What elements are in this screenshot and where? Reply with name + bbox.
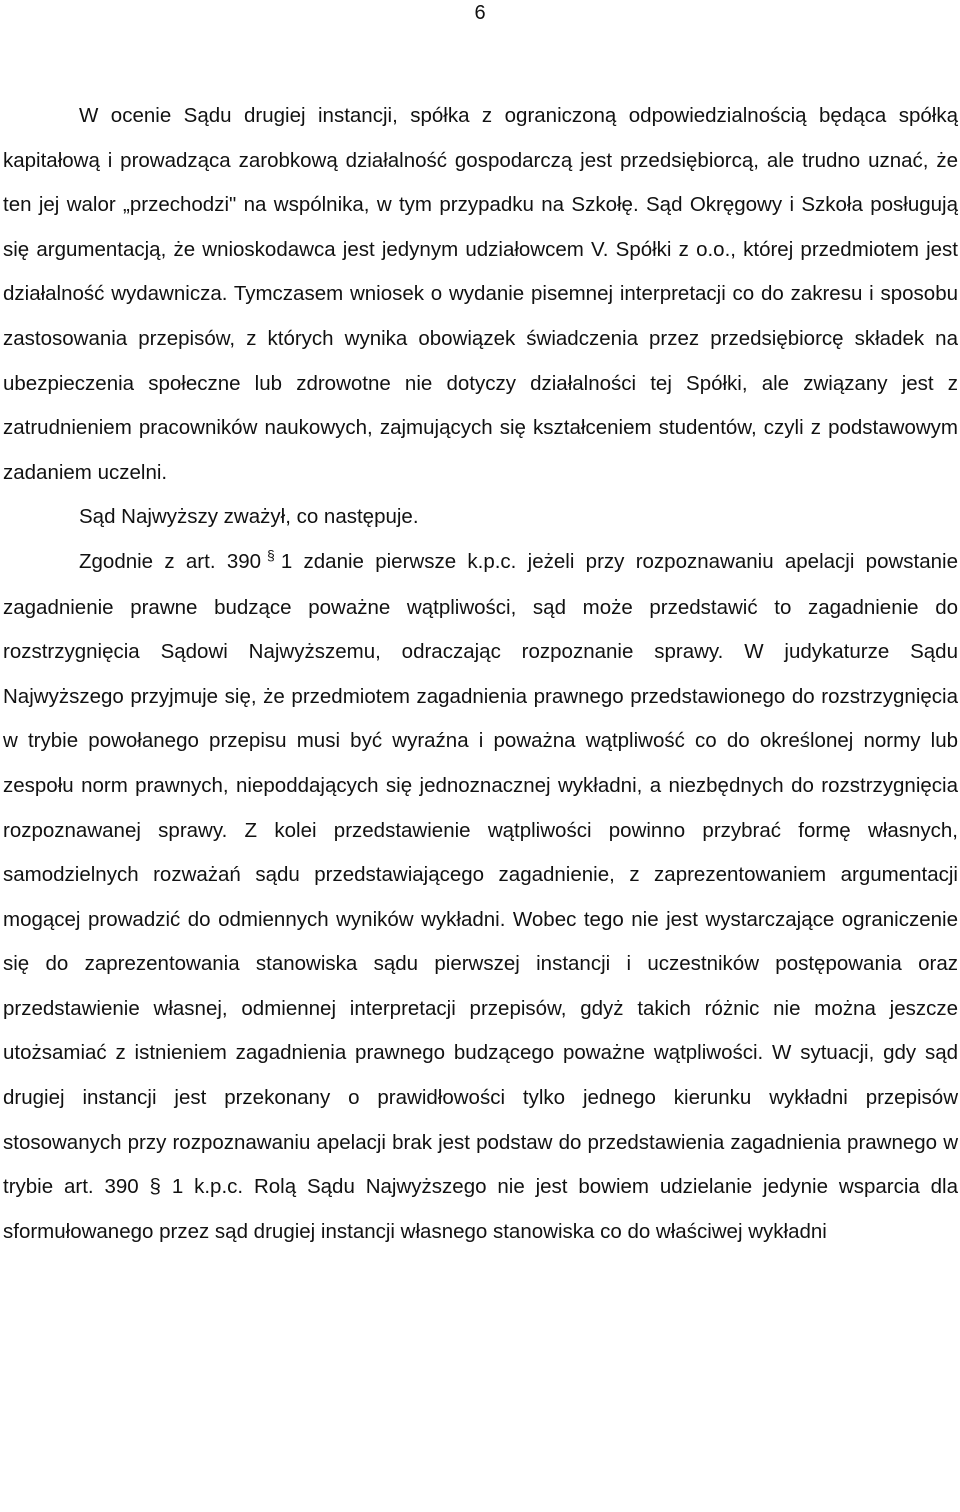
legal-analysis-continuation: 1 zdanie pierwsze k.p.c. jeżeli przy rozpoznawaniu apelacji powstanie zagadnienie prawne budzące poważne wątpliwości, sąd może przedstawić to zagadnienie do rozstrzygnięcia Sądowi Najwyższemu, odraczając rozpoznanie sprawy. W judykaturze Sądu Najwyższego przyjmuje się, że przedmiotem zagadnienia prawnego przedstawionego do rozstrzygnięcia w trybie powołanego przepisu musi być wyraźna i poważna wątpliwość co do określonej normy lub zespołu norm prawnych, niepoddających się jednoznacznej wykładni, a niezbędnych do rozstrzygnięcia rozpoznawanej sprawy. Z kolei przedstawienie wątpliwości powinno przybrać formę własnych, samodzielnych rozważań sądu przedstawiającego zagadnienie, z zaprezentowaniem argumentacji mogącej prowadzić do odmiennych wyników wykładni. Wobec tego nie jest wystarczające ograniczenie się do zaprezentowania stanowiska sądu pierwszej instancji i uczestników postępowania oraz przedstawienie własnej, odmiennej interpretacji przepisów, gdyż takich różnic nie można jeszcze utożsamiać z istnieniem zagadnienia prawnego budzącego poważne wątpliwości. W sytuacji, gdy sąd drugiej instancji jest przekonany o prawidłowości tylko jednego kierunku wykładni przepisów stosowanych przy rozpoznawaniu apelacji brak jest podstaw do przedstawienia zagadnienia prawnego w trybie art. 390 § 1 k.p.c. Rolą Sądu Najwyższego nie jest bowiem udzielanie jedynie wsparcia dla sformułowanego przez sąd drugiej instancji własnego stanowiska co do właściwej wykładni (3, 549, 958, 1243)
legal-analysis-opening: Zgodnie z art. 390 (79, 549, 262, 573)
document-body (3, 94, 958, 1254)
paragraph-legal-analysis (3, 540, 958, 1255)
section-sign-icon: § (267, 546, 275, 563)
paragraph-court-assessment: W ocenie Sądu drugiej instancji, spółka z ograniczoną odpowiedzialnością będąca spółką kapitałową i prowadząca zarobkową działalność gospodarczą jest przedsiębiorcą, ale trudno uznać, że ten jej walor „przechodzi" na wspólnika, w tym przypadku na Szkołę. Sąd Okręgowy i Szkoła posługują się argumentacją, że wnioskodawca jest jedynym udziałowcem V. Spółki z o.o., której przedmiotem jest działalność wydawnicza. Tymczasem wniosek o wydanie pisemnej interpretacji co do zakresu i sposobu zastosowania przepisów, z których wynika obowiązek świadczenia przez przedsiębiorcę składek na ubezpieczenia społeczne lub zdrowotne nie dotyczy działalności tej Spółki, ale związany jest z zatrudnieniem pracowników naukowych, zajmujących się kształceniem studentów, czyli z podstawowym zadaniem uczelni. (3, 104, 958, 484)
page-number: 6 (474, 2, 486, 24)
paragraph-supreme-court-considered: Sąd Najwyższy zważył, co następuje. (79, 505, 419, 529)
